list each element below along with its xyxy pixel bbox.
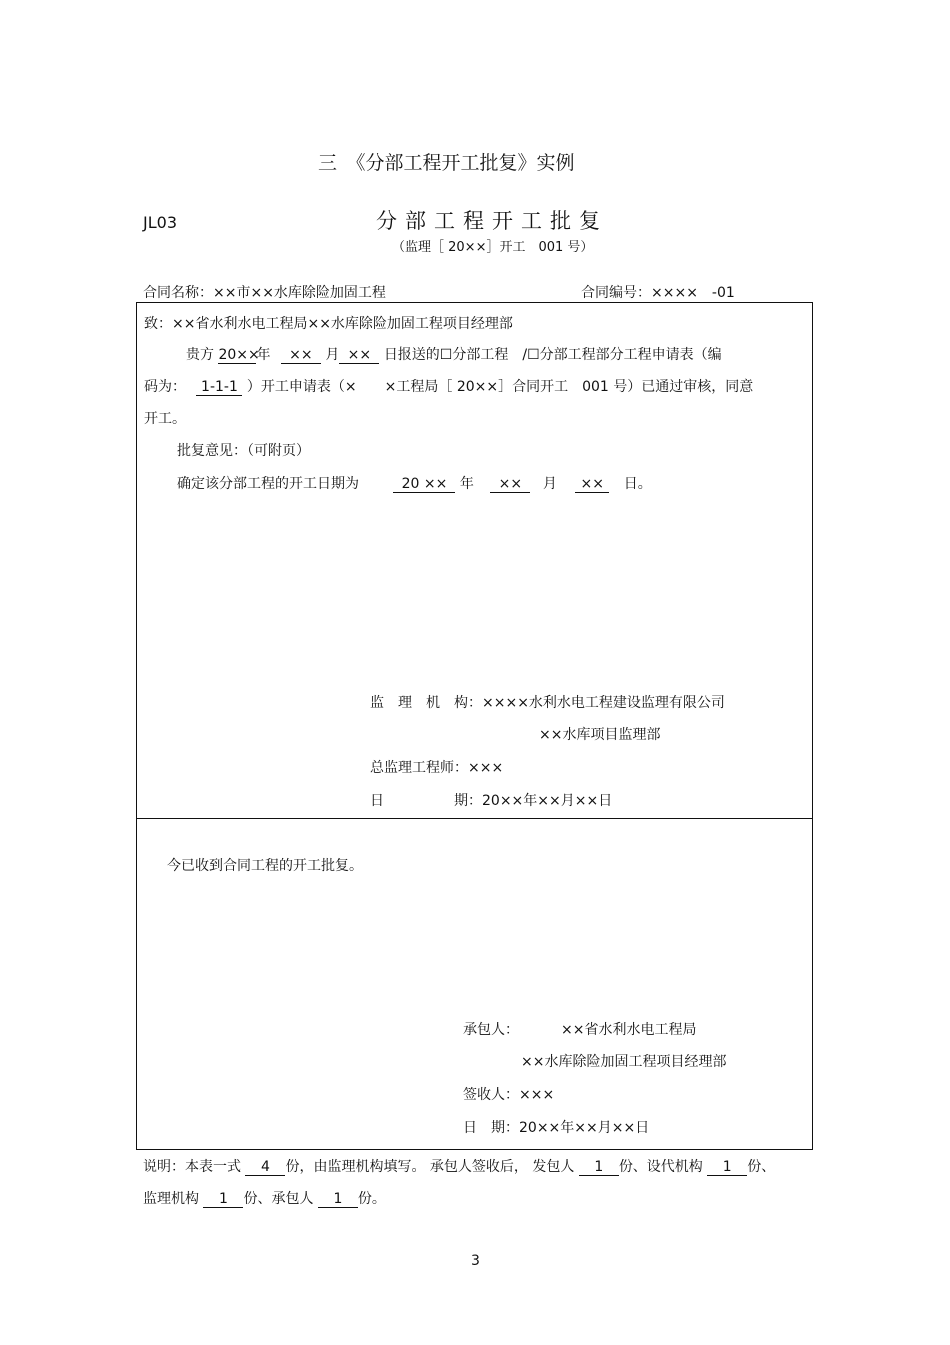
chief-engineer: 总监理工程师：××× <box>370 760 504 776</box>
copies-field: 4 <box>245 1159 285 1176</box>
form-code: JL03 <box>143 213 177 232</box>
note-line-1 <box>143 1156 775 1176</box>
text: 份、 <box>747 1159 776 1175</box>
contractor-name: ××省水利水电工程局 <box>561 1022 697 1038</box>
text: 年 <box>459 476 474 492</box>
text: 日。 <box>623 476 652 492</box>
org-name: ××××水利水电工程建设监理有限公司 <box>482 695 725 711</box>
date-value: 20××年××月××日 <box>482 793 613 809</box>
contract-name: 合同名称：××市××水库除险加固工程 <box>143 285 386 301</box>
approval-opinion: 批复意见：（可附页） <box>177 443 310 459</box>
start-day-field: ×× <box>575 476 609 493</box>
report-month-field: ×× <box>281 347 321 364</box>
note-line-2 <box>143 1188 386 1208</box>
form-title: 分部工程开工批复 <box>376 209 608 233</box>
supervision-org <box>370 692 725 712</box>
page-number: 3 <box>471 1253 480 1269</box>
start-month-field: ×× <box>490 476 530 493</box>
label: 监 理 机 构： <box>370 695 482 711</box>
signer: 签收人：××× <box>463 1087 555 1103</box>
label: 日 期： <box>463 1120 519 1136</box>
received-note: 今已收到合同工程的开工批复。 <box>167 858 363 874</box>
text: ）开工申请表（× ×工程局［ 20××］合同开工 001 号）已通过审核，同意 <box>246 379 754 395</box>
form-number: （监理［ 20××］开工 001 号） <box>392 240 594 255</box>
paragraph-line-1 <box>186 344 722 364</box>
paragraph-line-3: 开工。 <box>144 411 186 427</box>
section-title: 三 《分部工程开工批复》实例 <box>318 152 575 174</box>
supervisor-copies-field: 1 <box>203 1191 243 1208</box>
start-date-line <box>177 473 652 493</box>
text: 贵方 <box>186 347 214 363</box>
text: 码为： <box>144 379 186 395</box>
text: 确定该分部工程的开工日期为 <box>177 476 359 492</box>
text: 份、设代机构 <box>618 1159 703 1175</box>
addressee: 致：××省水利水电工程局××水库除险加固工程项目经理部 <box>144 316 513 332</box>
contractor-dept: ××水库除险加固工程项目经理部 <box>521 1054 727 1070</box>
contract-number: 合同编号：×××× -01 <box>581 285 735 301</box>
receipt-date <box>463 1117 649 1137</box>
date-value: 20××年××月××日 <box>519 1120 650 1136</box>
label: 日 期： <box>370 793 482 809</box>
text: 份、承包人 <box>243 1191 314 1207</box>
text: 监理机构 <box>143 1191 199 1207</box>
label: 承包人： <box>463 1022 519 1038</box>
text: 月 <box>542 476 557 492</box>
sign-date <box>370 790 612 810</box>
text: 份，由监理机构填写。 承包人签收后， 发包人 <box>285 1159 575 1175</box>
form-code-field: 1-1-1 <box>196 379 242 396</box>
contractor-copies-field: 1 <box>318 1191 358 1208</box>
table-divider <box>136 818 813 819</box>
start-year-field: 20 ×× <box>393 476 455 493</box>
text: 说明：本表一式 <box>143 1159 241 1175</box>
text: 年 <box>256 347 271 363</box>
report-day-field: ×× <box>339 347 379 364</box>
paragraph-line-2 <box>144 376 753 396</box>
report-year-field: 20×× <box>218 347 260 363</box>
text: 份。 <box>357 1191 386 1207</box>
design-copies-field: 1 <box>707 1159 747 1176</box>
text: 日报送的☐分部工程 /☐分部工程部分工程申请表（编 <box>383 347 722 363</box>
supervision-dept: ××水库项目监理部 <box>539 727 661 743</box>
employer-copies-field: 1 <box>579 1159 619 1176</box>
contractor <box>463 1019 696 1039</box>
text: 月 <box>325 347 340 363</box>
